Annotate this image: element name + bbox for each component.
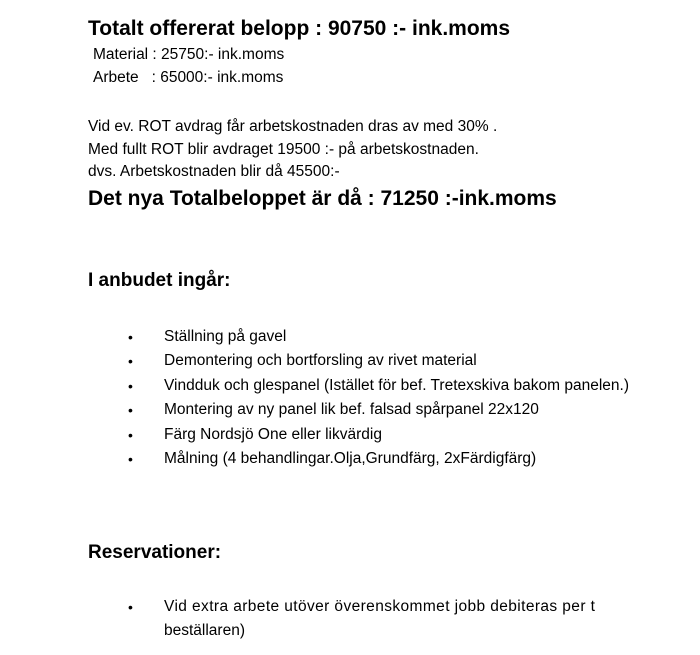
bullet-icon: •: [128, 599, 133, 615]
rot-line-2: Med fullt ROT blir avdraget 19500 :- på arbetskostnaden.: [88, 141, 479, 158]
list-item: • Målning (4 behandlingar.Olja,Grundfärg, 2xFärdigfärg): [164, 447, 629, 471]
bullet-icon: •: [128, 426, 133, 443]
list-item: • Vid extra arbete utöver överenskommet jobb debiteras per t: [164, 595, 595, 619]
bullet-icon: •: [128, 353, 133, 370]
new-total-line: Det nya Totalbeloppet är då : 71250 :-ink.moms: [88, 187, 557, 210]
bullet-icon: •: [128, 377, 133, 394]
rot-line-1: Vid ev. ROT avdrag får arbetskostnaden dras av med 30% .: [88, 118, 498, 135]
list-item: • Demontering och bortforsling av rivet material: [164, 349, 629, 373]
reservations-list: [128, 595, 596, 644]
includes-list: [128, 325, 629, 471]
material-line: Material : 25750:- ink.moms: [93, 46, 285, 63]
includes-heading: I anbudet ingår:: [88, 270, 231, 291]
rot-line-3: dvs. Arbetskostnaden blir då 45500:-: [88, 163, 340, 180]
list-item-continuation: beställaren): [164, 622, 245, 640]
bullet-icon: •: [128, 329, 133, 345]
list-item: • Vindduk och glespanel (Istället för bef. Tretexskiva bakom panelen.): [164, 374, 629, 398]
reservations-heading: Reservationer:: [88, 542, 222, 563]
bullet-icon: •: [128, 402, 133, 419]
bullet-icon: •: [128, 450, 133, 467]
list-item: • Färg Nordsjö One eller likvärdig: [164, 423, 629, 447]
total-offer-line: Totalt offererat belopp : 90750 :- ink.moms: [88, 17, 511, 40]
list-item: • Ställning på gavel: [164, 325, 629, 349]
arbete-line: Arbete : 65000:- ink.moms: [93, 69, 284, 86]
list-item: • Montering av ny panel lik bef. falsad spårpanel 22x120: [164, 398, 629, 422]
